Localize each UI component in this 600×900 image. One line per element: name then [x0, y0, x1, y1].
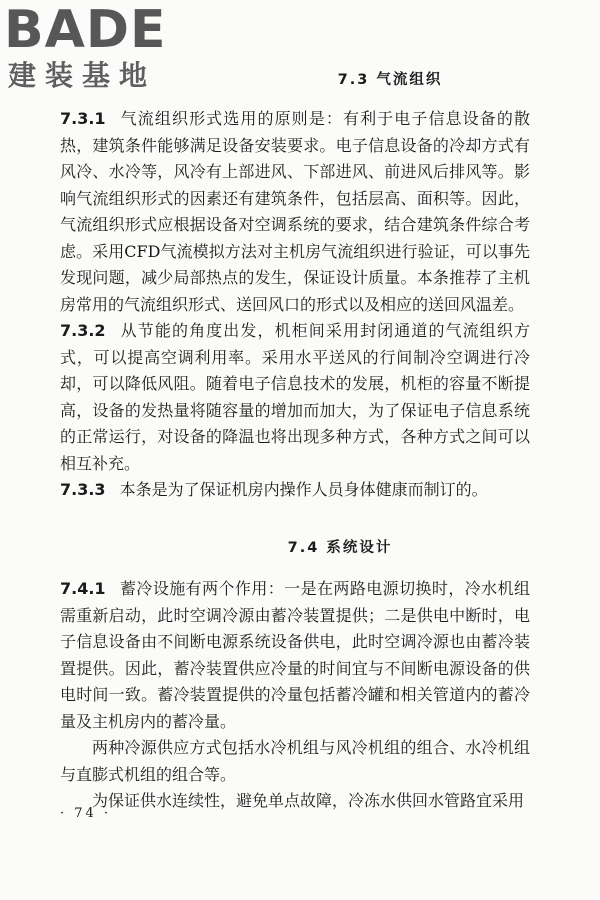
logo-subtitle: 建装基地: [8, 59, 157, 92]
clause-number: 7.4.1: [60, 579, 106, 598]
clause-text: 蓄冷设施有两个作用：一是在两路电源切换时，冷水机组需重新启动，此时空调冷源由蓄冷装置提供；二是供电中断时，电子信息设备由不间断电源系统设备供电，此时空调冷源也由蓄冷装置提供。因此，蓄冷装置供应冷量的时间宜与不间断电源设备的供电时间一致。蓄冷装置提供的冷量包括蓄冷罐和相关管道内的蓄冷量及主机房内的蓄冷量。: [60, 579, 530, 731]
page-number: · 74 ·: [60, 806, 112, 821]
clause-number: 7.3.2: [60, 321, 106, 340]
logo-brand-text: BADE: [4, 0, 167, 60]
clause-text: 本条是为了保证机房内操作人员身体健康而制订的。: [119, 480, 488, 499]
section-heading-7-4: 7.4 系统设计: [287, 540, 393, 556]
paragraph: 两种冷源供应方式包括水冷机组与风冷机组的组合、水冷机组与直膨式机组的组合等。: [60, 738, 530, 784]
paragraph: 为保证供水连续性，避免单点故障，冷冻水供回水管路宜采用: [92, 791, 525, 810]
clause-number: 7.3.1: [60, 109, 106, 128]
clause-7-3-2: [60, 318, 530, 477]
clause-7-3-1: [60, 106, 530, 318]
clause-text: 从节能的角度出发，机柜间采用封闭通道的气流组织方式，可以提高空调利用率。采用水平送风的行间制冷空调进行冷却，可以降低风阻。随着电子信息技术的发展，机柜的容量不断提高，设备的发热量将随容量的增加而加大，为了保证电子信息系统的正常运行，对设备的降温也将出现多种方式，各种方式之间可以相互补充。: [60, 321, 530, 473]
clause-text: 气流组织形式选用的原则是：有利于电子信息设备的散热，建筑条件能够满足设备安装要求。电子信息设备的冷却方式有风冷、水冷等，风冷有上部进风、下部进风、前进风后排风等。影响气流组织形式的因素还有建筑条件，包括层高、面积等。因此，气流组织形式应根据设备对空调系统的要求，结合建筑条件综合考虑。采用CFD气流模拟方法对主机房气流组织进行验证，可以事先发现问题，减少局部热点的发生，保证设计质量。本条推荐了主机房常用的气流组织形式、送回风口的形式以及相应的送回风温差。: [60, 109, 530, 314]
clause-number: 7.3.3: [60, 480, 106, 499]
clause-7-4-1: [60, 576, 530, 735]
clause-7-3-3: [60, 477, 530, 504]
section-heading-7-3: 7.3 气流组织: [337, 72, 443, 88]
section-7-4-body: [60, 576, 530, 815]
section-7-3-body: [60, 106, 530, 504]
